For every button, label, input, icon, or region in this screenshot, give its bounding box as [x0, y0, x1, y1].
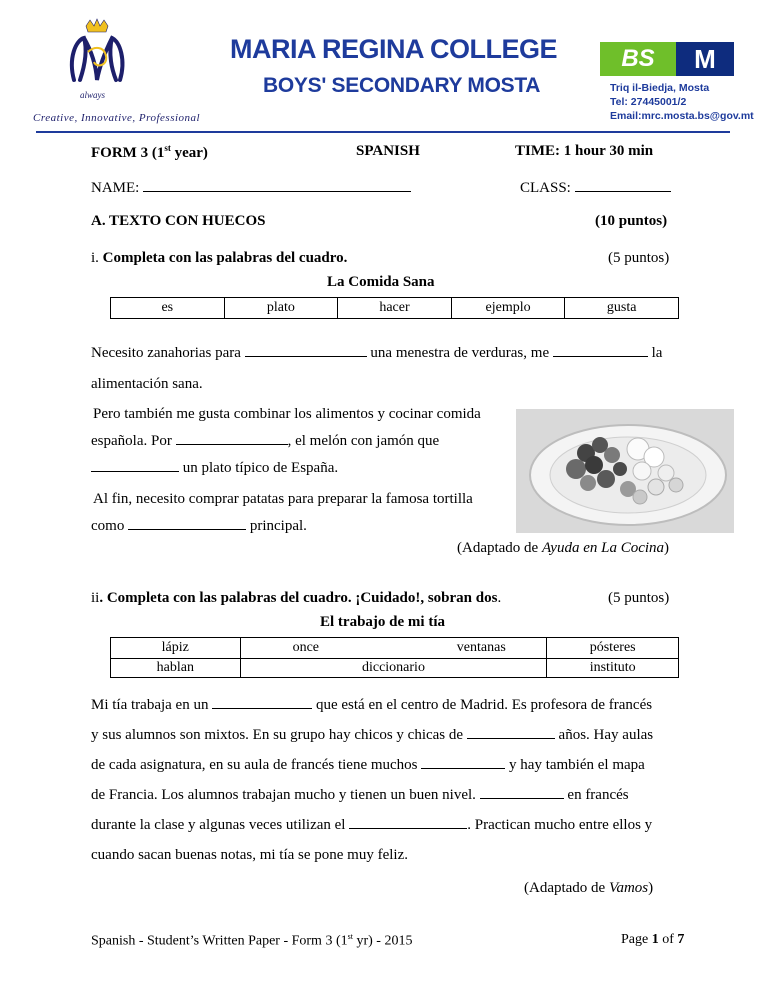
- time-label: TIME: 1 hour 30 min: [515, 143, 654, 159]
- text: ): [664, 540, 670, 556]
- text: como: [91, 518, 125, 534]
- word-box-1: [110, 297, 679, 319]
- part1-text-line-6: Al fin, necesito comprar patatas para preparar la famosa tortilla: [93, 491, 473, 507]
- school-name: BOYS' SECONDARY MOSTA: [263, 74, 541, 97]
- part1-roman: i.: [91, 250, 99, 266]
- word-cell: lápiz: [111, 638, 241, 659]
- name-label: NAME:: [91, 180, 140, 196]
- bsm-logo: [600, 42, 734, 76]
- part1-text-line-1: [91, 338, 731, 369]
- part2-text-line-6: cuando sacan buenas notas, mi tía se pone muy feliz.: [91, 847, 408, 863]
- total-pages: 7: [677, 932, 685, 947]
- word-cell: hacer: [338, 298, 452, 319]
- part1-text-line-7: [91, 511, 307, 542]
- word-box-2: [110, 637, 679, 678]
- current-page: 1: [651, 932, 659, 947]
- text: . Practican mucho entre ellos y: [467, 817, 653, 833]
- part1-instruction: Completa con las palabras del cuadro.: [102, 250, 348, 266]
- text: de cada asignatura, en su aula de francés tiene muchos: [91, 757, 418, 773]
- section-points: (10 puntos): [595, 213, 668, 229]
- text: española. Por: [91, 433, 172, 449]
- answer-blank[interactable]: [245, 343, 367, 357]
- word-cell: es: [111, 298, 225, 319]
- text: (Adaptado de: [524, 880, 609, 896]
- source-title: Ayuda en La Cocina: [541, 540, 665, 556]
- word-cell: diccionario: [240, 659, 547, 678]
- crown-icon: [66, 18, 128, 90]
- text: Page: [621, 932, 652, 947]
- text: (Adaptado de: [457, 540, 542, 556]
- part2-roman: ii: [91, 590, 100, 606]
- text: Necesito zanahorias para: [91, 345, 241, 361]
- word-cell: pósteres: [547, 638, 679, 659]
- answer-blank[interactable]: [91, 458, 179, 472]
- word-cell: gusta: [565, 298, 679, 319]
- word-cell: ejemplo: [451, 298, 565, 319]
- bsm-logo-left: BS: [600, 42, 676, 76]
- part2-text-line-5: [91, 810, 733, 841]
- part2-instruction: . Completa con las palabras del cuadro. ¡Cuidado!, sobran dos: [99, 590, 498, 606]
- footer-left: Spanish - Student’s Written Paper - Form 3 (1st yr) - 2015: [91, 932, 413, 949]
- text: años. Hay aulas: [558, 727, 654, 743]
- part2-text-line-2: [91, 720, 733, 751]
- word-cell: once: [240, 638, 416, 659]
- answer-blank[interactable]: [480, 785, 564, 799]
- college-name: MARIA REGINA COLLEGE: [230, 34, 557, 64]
- word-cell: plato: [224, 298, 338, 319]
- answer-blank[interactable]: [349, 815, 467, 829]
- part1-text-line-2: alimentación sana.: [91, 376, 203, 392]
- text: la: [651, 345, 663, 361]
- food-plate-photo: [516, 409, 734, 533]
- part1-text-line-5: [91, 453, 338, 484]
- part1-source: [457, 540, 669, 557]
- text: durante la clase y algunas veces utilizan el: [91, 817, 346, 833]
- subject-label: SPANISH: [356, 143, 420, 159]
- text: y sus alumnos son mixtos. En su grupo hay chicos y chicas de: [91, 727, 464, 743]
- text: en francés: [567, 787, 629, 803]
- text: de Francia. Los alumnos trabajan mucho y tienen un buen nivel.: [91, 787, 476, 803]
- section-title: A. TEXTO CON HUECOS: [91, 213, 266, 229]
- part1-instruction-line: [91, 250, 347, 267]
- phone-line: Tel: 27445001/2: [610, 96, 687, 108]
- source-title: Vamos: [608, 880, 649, 896]
- answer-blank[interactable]: [467, 725, 555, 739]
- answer-blank[interactable]: [176, 431, 288, 445]
- part2-text-line-1: [91, 690, 733, 721]
- class-blank[interactable]: [575, 178, 671, 192]
- text: una menestra de verduras, me: [370, 345, 550, 361]
- word-cell: ventanas: [416, 638, 547, 659]
- part2-title: El trabajo de mi tía: [320, 614, 445, 630]
- part2-text-line-3: [91, 750, 733, 781]
- part2-text-line-4: [91, 780, 733, 811]
- name-blank[interactable]: [143, 178, 411, 192]
- school-motto: Creative, Innovative, Professional: [33, 112, 201, 124]
- answer-blank[interactable]: [212, 695, 312, 709]
- header-divider: [36, 131, 730, 133]
- address-line: Triq il-Biedja, Mosta: [610, 82, 710, 94]
- name-field[interactable]: [91, 178, 411, 197]
- text: , el melón con jamón que: [287, 433, 440, 449]
- part2-points: (5 puntos): [608, 590, 670, 606]
- text: un plato típico de España.: [182, 460, 339, 476]
- class-label: CLASS:: [520, 180, 571, 196]
- answer-blank[interactable]: [128, 516, 246, 530]
- bsm-logo-right: M: [676, 42, 734, 76]
- class-field[interactable]: [520, 178, 671, 197]
- part1-points: (5 puntos): [608, 250, 670, 266]
- text: Mi tía trabaja en un: [91, 697, 209, 713]
- part2-instruction-line: ii. Completa con las palabras del cuadro. ¡Cuidado!, sobran dos.: [91, 590, 502, 606]
- text: of: [658, 932, 678, 947]
- email-line: Email:mrc.mosta.bs@gov.mt: [610, 110, 754, 122]
- text: que está en el centro de Madrid. Es profesora de francés: [315, 697, 653, 713]
- text: ): [648, 880, 654, 896]
- answer-blank[interactable]: [421, 755, 505, 769]
- part2-source: [524, 880, 653, 897]
- college-logo: [66, 18, 128, 90]
- part1-title: La Comida Sana: [327, 274, 435, 290]
- word-cell: hablan: [111, 659, 241, 678]
- form-label: FORM 3 (1st year): [91, 143, 208, 161]
- answer-blank[interactable]: [553, 343, 648, 357]
- word-cell: instituto: [547, 659, 679, 678]
- logo-word: always: [80, 90, 106, 100]
- text: principal.: [249, 518, 307, 534]
- page-number: [621, 932, 684, 948]
- part1-text-line-3: Pero también me gusta combinar los alimentos y cocinar comida: [93, 406, 481, 422]
- text: y hay también el mapa: [509, 757, 645, 773]
